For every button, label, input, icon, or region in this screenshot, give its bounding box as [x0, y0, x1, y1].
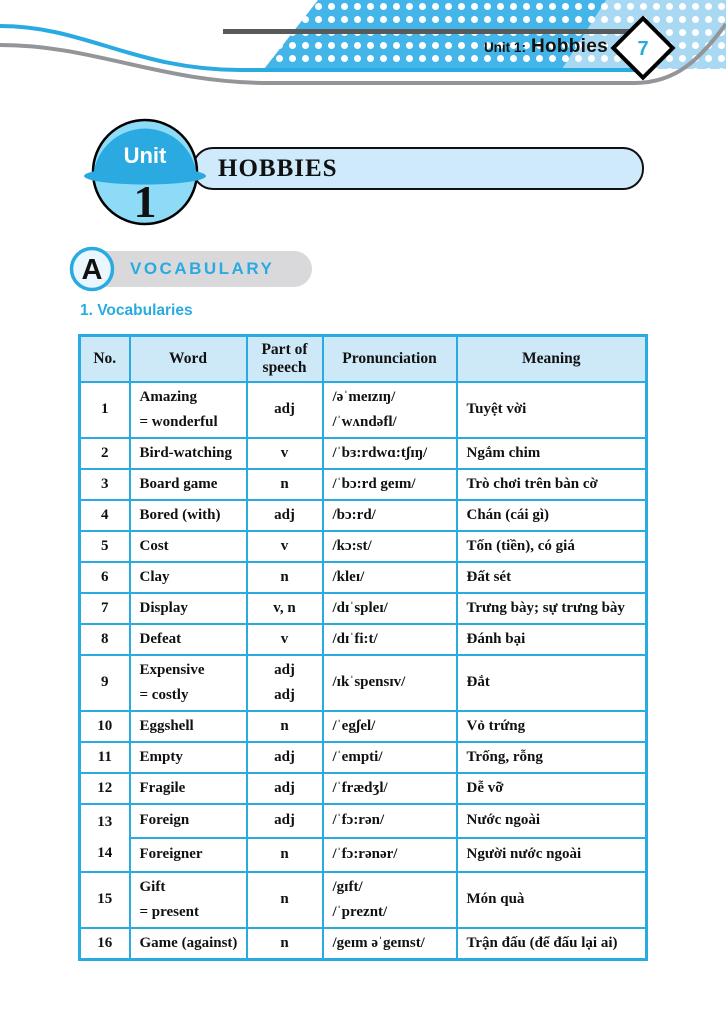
cell-word: Defeat: [130, 624, 247, 655]
cell-pron: /ˈfɔ:rənər/: [323, 838, 457, 872]
cell-meaning: Trưng bày; sự trưng bày: [457, 593, 647, 624]
cell-word: Eggshell: [130, 711, 247, 742]
cell-word: Cost: [130, 531, 247, 562]
table-row: [80, 531, 647, 562]
cell-no: 8: [80, 624, 130, 655]
cell-pron: /ˈbɜ:rdwɑ:tʃɪŋ/: [323, 438, 457, 469]
subsection-title: 1. Vocabularies: [80, 302, 193, 319]
cell-meaning: Tuyệt vời: [457, 382, 647, 438]
cell-pos: n: [247, 711, 323, 742]
unit-badge-number: 1: [133, 176, 157, 227]
cell-pron: /geɪm əˈgeɪnst/: [323, 928, 457, 960]
cell-meaning: Dễ vỡ: [457, 773, 647, 804]
cell-pos: n: [247, 469, 323, 500]
unit-badge: [82, 112, 208, 235]
cell-no: 13 14: [80, 804, 130, 872]
table-row: [80, 804, 647, 838]
cell-pron: /ɪkˈspensɪv/: [323, 655, 457, 711]
section-letter-badge: [67, 244, 117, 299]
table-row: [80, 838, 647, 872]
table-row: [80, 469, 647, 500]
cell-pos: n: [247, 872, 323, 928]
cell-word: Bored (with): [130, 500, 247, 531]
cell-word: Clay: [130, 562, 247, 593]
cell-no: 16: [80, 928, 130, 960]
cell-meaning: Đất sét: [457, 562, 647, 593]
cell-pron: /ˈbɔ:rd geɪm/: [323, 469, 457, 500]
cell-pos: v: [247, 624, 323, 655]
cell-no: 5: [80, 531, 130, 562]
table-row: [80, 382, 647, 438]
cell-meaning: Tốn (tiền), có giá: [457, 531, 647, 562]
cell-pos: adj adj: [247, 655, 323, 711]
cell-word: Fragile: [130, 773, 247, 804]
cell-no: 12: [80, 773, 130, 804]
vocabulary-table-header: [80, 336, 647, 382]
table-row: [80, 438, 647, 469]
cell-pos: n: [247, 838, 323, 872]
vocabulary-section-title: VOCABULARY: [130, 259, 275, 278]
cell-pos: v: [247, 438, 323, 469]
cell-pron: /ˈegʃel/: [323, 711, 457, 742]
cell-pos: adj: [247, 742, 323, 773]
cell-pos: v, n: [247, 593, 323, 624]
unit-title-bar: [192, 147, 644, 190]
header-meaning: Meaning: [457, 336, 647, 382]
cell-meaning: Người nước ngoài: [457, 838, 647, 872]
banner-unit-label: [484, 36, 608, 58]
cell-pos: adj: [247, 804, 323, 838]
table-row: [80, 500, 647, 531]
cell-word: Display: [130, 593, 247, 624]
unit-badge-word: Unit: [123, 143, 167, 168]
cell-pron: /kleɪ/: [323, 562, 457, 593]
unit-title: HOBBIES: [218, 154, 338, 182]
cell-meaning: Ngắm chim: [457, 438, 647, 469]
cell-pos: n: [247, 562, 323, 593]
cell-word: Expensive = costly: [130, 655, 247, 711]
header-no: No.: [80, 336, 130, 382]
cell-meaning: Trò chơi trên bàn cờ: [457, 469, 647, 500]
cell-pos: v: [247, 531, 323, 562]
cell-no: 11: [80, 742, 130, 773]
page-header-banner: [0, 0, 726, 95]
cell-meaning: Trống, rỗng: [457, 742, 647, 773]
table-row: [80, 711, 647, 742]
cell-meaning: Chán (cái gì): [457, 500, 647, 531]
cell-meaning: Vỏ trứng: [457, 711, 647, 742]
cell-word: Board game: [130, 469, 247, 500]
banner-unit-number: Unit 1:: [483, 40, 526, 55]
cell-word: Amazing = wonderful: [130, 382, 247, 438]
table-row: [80, 624, 647, 655]
cell-meaning: Trận đấu (để đấu lại ai): [457, 928, 647, 960]
cell-pron: /ˈfrædʒl/: [323, 773, 457, 804]
cell-no: 15: [80, 872, 130, 928]
cell-pron: /ˈfɔ:rən/: [323, 804, 457, 838]
banner-graphics: [0, 0, 726, 95]
header-row: [80, 336, 647, 382]
vocab-table-body: [80, 382, 647, 960]
vocabulary-table: [78, 334, 648, 961]
cell-no: 6: [80, 562, 130, 593]
section-letter: A: [81, 254, 103, 286]
cell-no: 1: [80, 382, 130, 438]
cell-meaning: Nước ngoài: [457, 804, 647, 838]
cell-no: 3: [80, 469, 130, 500]
cell-pron: /dɪˈspleɪ/: [323, 593, 457, 624]
unit-badge-graphic: [82, 112, 208, 230]
cell-no: 2: [80, 438, 130, 469]
cell-word: Bird-watching: [130, 438, 247, 469]
cell-no: 4: [80, 500, 130, 531]
section-letter-graphic: [67, 244, 117, 294]
header-pos: Part of speech: [247, 336, 323, 382]
cell-word: Empty: [130, 742, 247, 773]
cell-pron: /dɪˈfi:t/: [323, 624, 457, 655]
cell-no: 10: [80, 711, 130, 742]
header-pron: Pronunciation: [323, 336, 457, 382]
cell-word: Gift = present: [130, 872, 247, 928]
cell-meaning: Đắt: [457, 655, 647, 711]
cell-pron: /ˈempti/: [323, 742, 457, 773]
table-row: [80, 562, 647, 593]
cell-word: Foreigner: [130, 838, 247, 872]
cell-no: 9: [80, 655, 130, 711]
cell-meaning: Món quà: [457, 872, 647, 928]
cell-pos: adj: [247, 500, 323, 531]
cell-no: 7: [80, 593, 130, 624]
header-word: Word: [130, 336, 247, 382]
banner-unit-name: Hobbies: [530, 36, 608, 57]
table-row: [80, 928, 647, 960]
table-row: [80, 742, 647, 773]
cell-pron: /bɔ:rd/: [323, 500, 457, 531]
cell-pos: adj: [247, 773, 323, 804]
table-row: [80, 655, 647, 711]
page-number: 7: [637, 38, 649, 60]
cell-word: Game (against): [130, 928, 247, 960]
cell-pron: /gɪft/ /ˈpreznt/: [323, 872, 457, 928]
table-row: [80, 773, 647, 804]
cell-word: Foreign: [130, 804, 247, 838]
cell-pos: n: [247, 928, 323, 960]
cell-pron: /əˈmeɪzɪŋ/ /ˈwʌndəfl/: [323, 382, 457, 438]
cell-meaning: Đánh bại: [457, 624, 647, 655]
table-row: [80, 872, 647, 928]
cell-pron: /kɔ:st/: [323, 531, 457, 562]
top-gray-bar: [223, 29, 641, 34]
cell-pos: adj: [247, 382, 323, 438]
table-row: [80, 593, 647, 624]
